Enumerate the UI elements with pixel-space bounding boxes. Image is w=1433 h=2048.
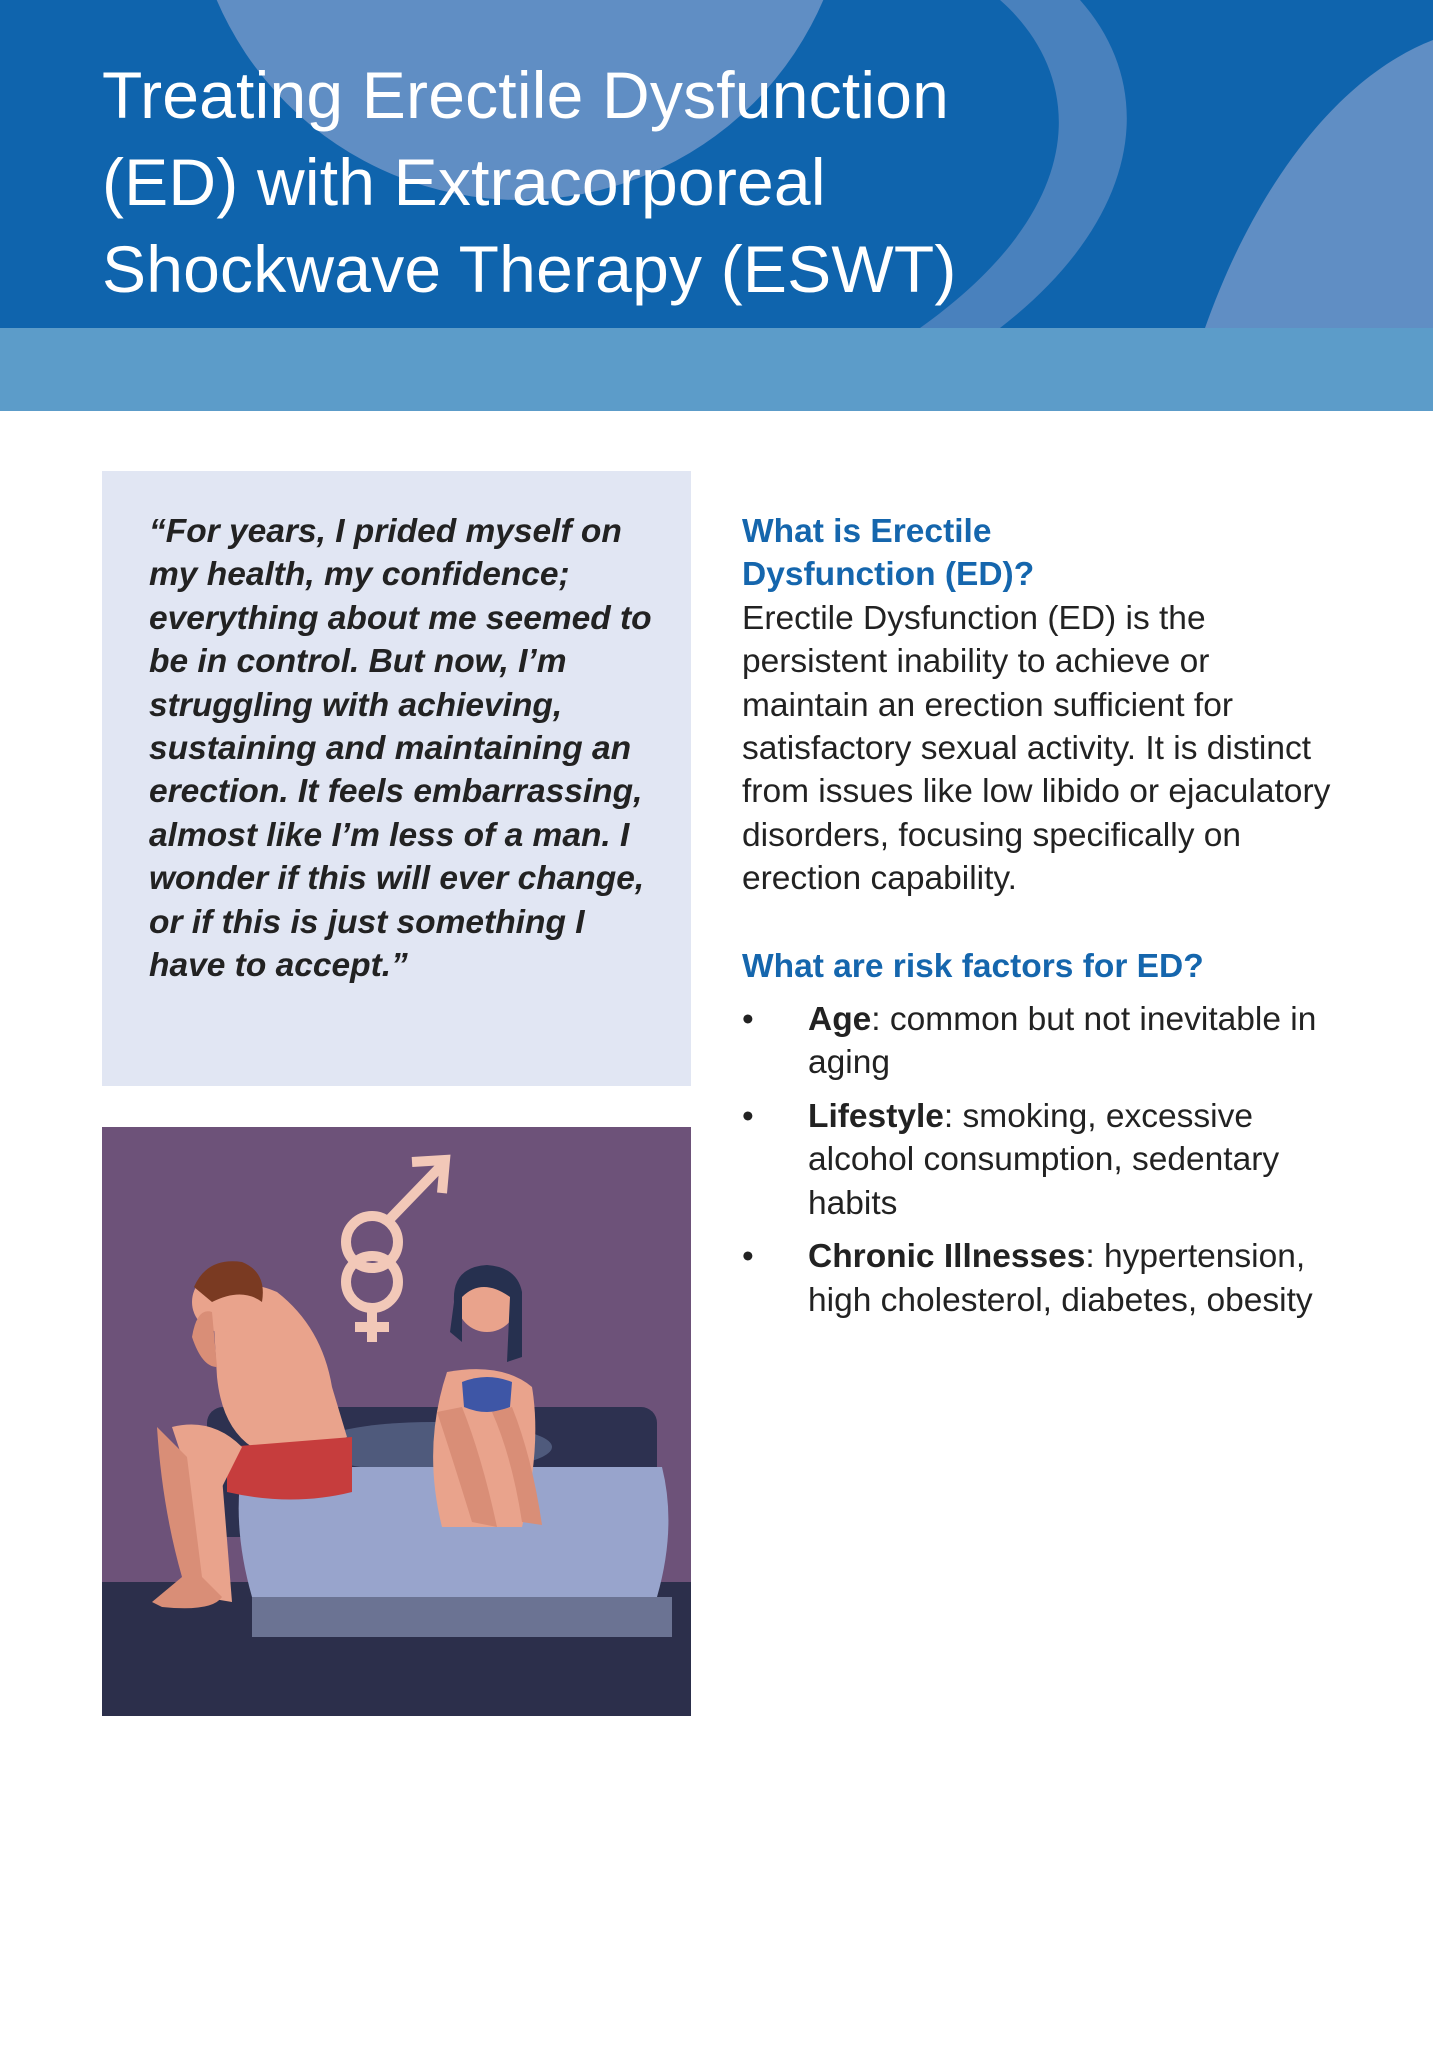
what-is-ed-body: Erectile Dysfunction (ED) is the persistent inability to achieve or maintain an erection sufficient for satisfactory sexual activity. It is distinct from issues like low libido or ejaculatory disorders, focusing specifically on erection capability. <box>742 599 1331 898</box>
risk-term: Chronic Illnesses <box>808 1238 1086 1276</box>
risk-factors-heading: What are risk factors for ED? <box>742 947 1204 985</box>
header-sub-band <box>0 328 1433 411</box>
info-column <box>742 510 1342 1332</box>
risk-description: : common but not inevitable in aging <box>808 1001 1317 1082</box>
bullet-icon: • <box>742 1001 754 1039</box>
heading-line: Dysfunction (ED)? <box>742 556 1035 594</box>
title-line: Treating Erectile Dysfunction <box>102 58 950 132</box>
title-line: (ED) with Extracorporeal <box>102 145 826 219</box>
list-item <box>742 1095 1342 1225</box>
list-item <box>742 1235 1342 1322</box>
couple-on-bed-illustration <box>102 1127 691 1716</box>
bullet-icon: • <box>742 1097 754 1135</box>
risk-factors-list <box>742 998 1342 1322</box>
risk-term: Age <box>808 1001 872 1039</box>
page-title <box>102 52 1252 313</box>
risk-description: : smoking, excessive alcohol consumption, sedentary habits <box>808 1097 1280 1222</box>
list-item <box>742 998 1342 1085</box>
patient-quote-text: “For years, I prided myself on my health, my confidence; everything about me seemed to be in control. But now, I’m struggling with achieving, sustaining and maintaining an erection. It feels embarrassing, almost like I’m less of a man. I wonder if this will ever change, or if this is just something I have to accept.” <box>149 513 652 985</box>
what-is-ed-heading <box>742 510 1342 597</box>
risk-term: Lifestyle <box>808 1097 944 1135</box>
header-banner <box>0 0 1433 328</box>
bullet-icon: • <box>742 1238 754 1276</box>
risk-description: : hypertension, high cholesterol, diabetes, obesity <box>808 1238 1313 1319</box>
patient-quote-box <box>102 471 691 1086</box>
heading-line: What is Erectile <box>742 513 992 550</box>
title-line: Shockwave Therapy (ESWT) <box>102 232 957 306</box>
